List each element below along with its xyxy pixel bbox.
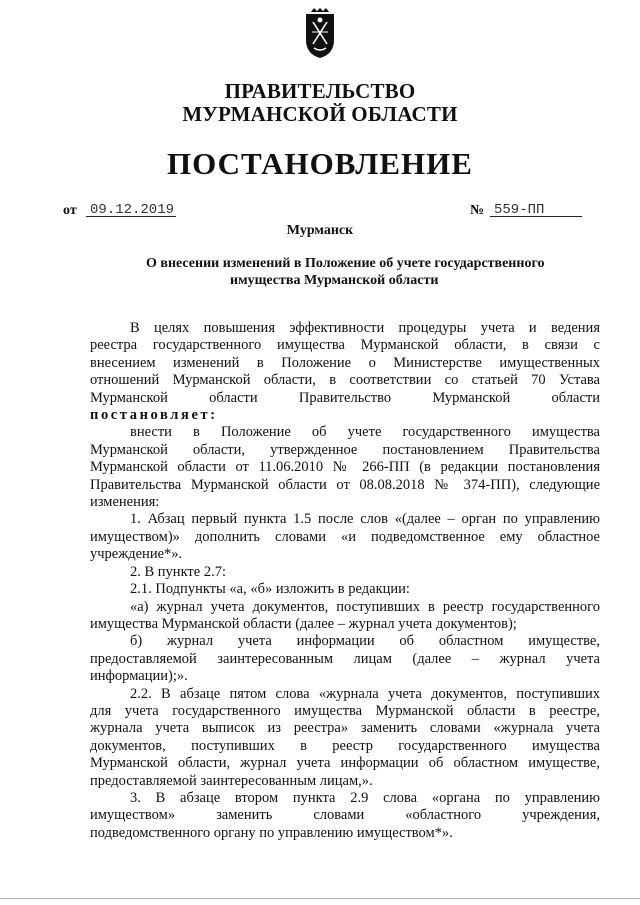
decree-word: постановляет: <box>90 407 218 424</box>
body-line: внесением изменений в Положение о Министерстве имущественных <box>90 354 600 371</box>
body-line: Мурманской области от 11.06.2010 № 266-ПП (в редакции постановления <box>90 459 600 476</box>
region-title: МУРМАНСКОЙ ОБЛАСТИ <box>182 102 458 126</box>
body-line: журнала учета выписок из реестра» заменить словами «журнала учета <box>90 720 600 737</box>
number-prefix: № <box>470 203 485 218</box>
body-line: 1. Абзац первый пункта 1.5 после слов «(далее – орган по управлению <box>130 511 600 528</box>
body-line: 2. В пункте 2.7: <box>130 563 226 580</box>
document-number: 559-ПП <box>494 202 545 218</box>
body-line: внести в Положение об учете государственного имущества <box>130 424 600 441</box>
document-type: ПОСТАНОВЛЕНИЕ <box>167 146 473 181</box>
body-line: информации);». <box>90 668 188 685</box>
body-line: Мурманской области Правительство Мурманской области <box>90 389 600 406</box>
body-line: Мурманской области, утвержденное постановлением Правительства <box>90 441 600 458</box>
body-line: 2.1. Подпункты «а, «б» изложить в редакции: <box>130 581 410 598</box>
body-line: реестра государственного имущества Мурманской области, в связи с <box>90 337 600 354</box>
page-edge-divider <box>0 898 640 899</box>
body-line: изменения: <box>90 494 160 511</box>
coat-of-arms-icon <box>300 8 340 60</box>
body-line: «а) журнал учета документов, поступивших в реестр государственного <box>130 598 600 615</box>
document-date: 09.12.2019 <box>90 202 175 218</box>
body-line: имущества Мурманской области (далее – журнал учета документов); <box>90 615 517 632</box>
body-line: б) журнал учета информации об областном имуществе, <box>130 633 600 650</box>
body-line: 3. В абзаце втором пункта 2.9 слова «органа по управлению <box>130 789 600 806</box>
body-line: Мурманской области, журнал учета информации об областном имуществе, <box>90 755 600 772</box>
body-line: документов, поступивших в реестр государственного имущества <box>90 737 600 754</box>
subject-line-2: имущества Мурманской области <box>230 273 439 288</box>
document-body <box>90 320 600 842</box>
government-title: ПРАВИТЕЛЬСТВО <box>224 79 416 103</box>
body-line: Правительства Мурманской области от 08.08.2018 № 374-ПП), следующие <box>90 476 600 493</box>
body-line: предоставляемой заинтересованным лицам,». <box>90 772 373 789</box>
date-underline <box>86 216 176 217</box>
city: Мурманск <box>286 223 354 238</box>
subject-line-1: О внесении изменений в Положение об учете государственного <box>146 256 545 271</box>
date-prefix: от <box>63 203 77 218</box>
body-line: предоставляемой заинтересованным лицам (далее – журнал учета <box>90 650 600 667</box>
body-line: В целях повышения эффективности процедуры учета и ведения <box>130 320 600 336</box>
body-line: учреждение*». <box>90 546 183 563</box>
body-line: подведомственного органу по управлению имуществом*». <box>90 824 453 841</box>
body-line: имуществом» заменить словами «областного учреждения, <box>90 807 600 824</box>
body-line: отношений Мурманской области, в соответствии со статьей 70 Устава <box>90 372 600 389</box>
body-line: имуществом)» дополнить словами «и подведомственное ему областное <box>90 528 600 545</box>
body-line: 2.2. В абзаце пятом слова «журнала учета документов, поступивших <box>130 685 600 702</box>
body-line: для учета государственного имущества Мурманской области в реестре, <box>90 702 600 719</box>
number-underline <box>490 216 582 217</box>
